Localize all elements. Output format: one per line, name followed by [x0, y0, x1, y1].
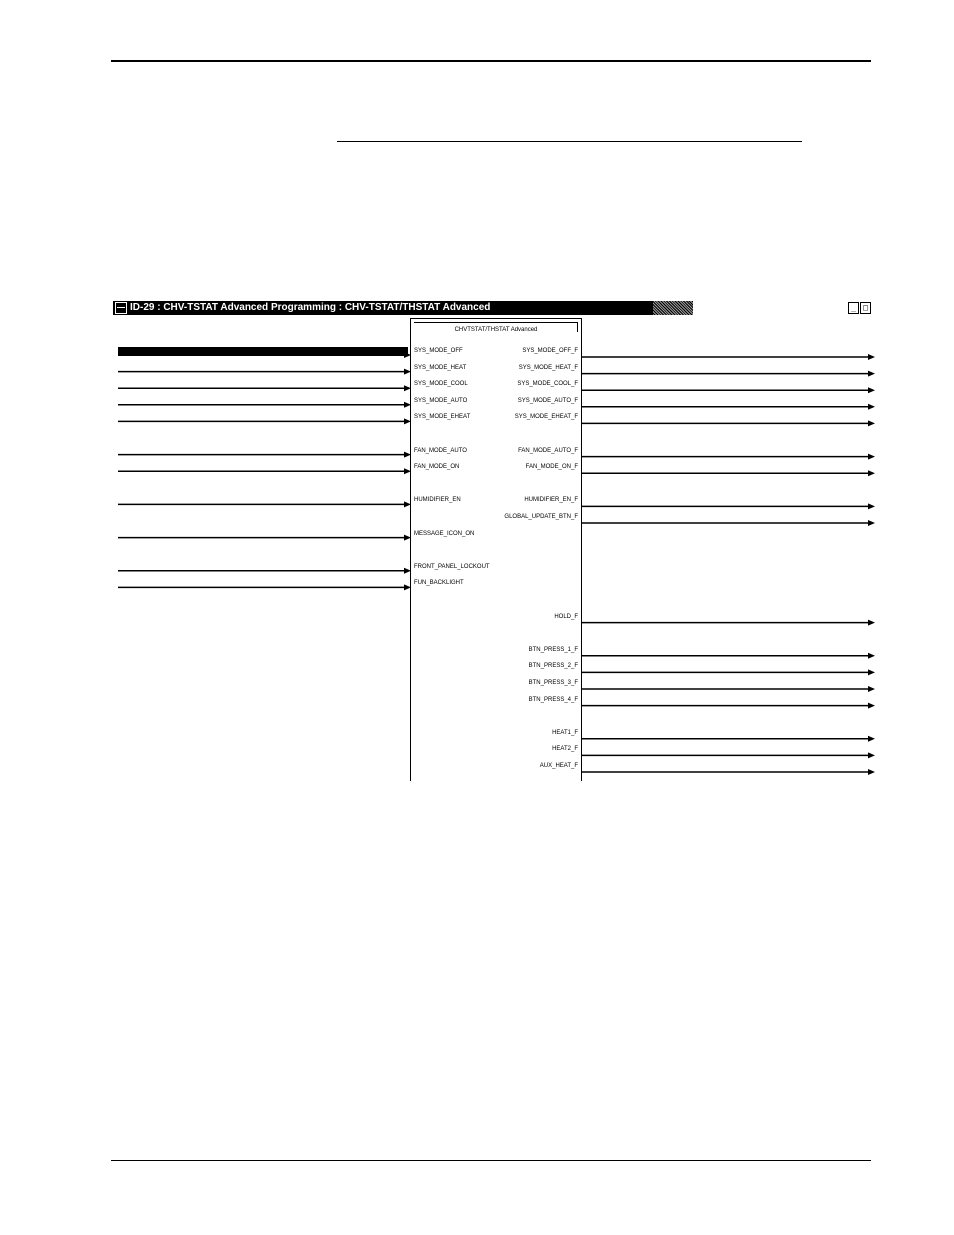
input-port-label: SYS_MODE_COOL	[414, 381, 468, 388]
output-arrow-icon	[868, 752, 875, 758]
output-port-label: GLOBAL_UPDATE_BTN_F	[504, 514, 578, 520]
output-port-label: HUMIDIFIER_EN_F	[524, 497, 578, 504]
input-port-label: FAN_MODE_AUTO	[414, 447, 467, 454]
output-arrow-icon	[868, 686, 875, 692]
output-port-label: HOLD_F	[554, 613, 578, 620]
minimize-button[interactable]: _	[848, 302, 859, 314]
output-arrow-icon	[868, 669, 875, 675]
input-port-label: FAN_MODE_ON	[414, 464, 460, 471]
output-arrow-icon	[868, 387, 875, 393]
input-port-label: FUN_BACKLIGHT	[414, 580, 464, 587]
output-port-label: BTN_PRESS_3_F	[528, 680, 578, 686]
output-arrow-icon	[868, 354, 875, 360]
input-port-label: SYS_MODE_AUTO	[414, 397, 468, 404]
output-port-label: HEAT1_F	[552, 729, 578, 736]
output-port-label: BTN_PRESS_4_F	[528, 696, 578, 703]
maximize-button[interactable]: □	[860, 302, 871, 314]
input-port-label: MESSAGE_ICON_ON	[414, 530, 475, 537]
input-port-label: HUMIDIFIER_EN	[414, 497, 461, 504]
output-port-label: SYS_MODE_COOL_F	[517, 381, 578, 388]
output-arrow-icon	[868, 736, 875, 742]
output-arrow-icon	[868, 404, 875, 410]
output-arrow-icon	[868, 769, 875, 775]
output-port-label: AUX_HEAT_F	[539, 763, 578, 769]
input-port-label: FRONT_PANEL_LOCKOUT	[414, 563, 490, 570]
input-port-label: SYS_MODE_EHEAT	[414, 414, 471, 421]
output-port-label: BTN_PRESS_1_F	[528, 646, 578, 653]
input-wire-selected[interactable]	[118, 347, 408, 356]
logic-symbol-block[interactable]	[410, 318, 582, 781]
output-port-label: SYS_MODE_OFF_F	[522, 348, 578, 354]
output-port-label: BTN_PRESS_2_F	[528, 663, 578, 670]
input-port-label: SYS_MODE_HEAT	[414, 364, 467, 371]
output-arrow-icon	[868, 620, 875, 626]
output-port-label: SYS_MODE_AUTO_F	[517, 397, 578, 404]
output-arrow-icon	[868, 653, 875, 659]
output-arrow-icon	[868, 703, 875, 709]
output-arrow-icon	[868, 371, 875, 377]
block-title: CHVTSTAT/THSTAT Advanced	[454, 327, 538, 333]
output-port-label: FAN_MODE_ON_F	[525, 464, 578, 471]
output-arrow-icon	[868, 420, 875, 426]
output-arrow-icon	[868, 454, 875, 460]
output-port-label: SYS_MODE_HEAT_F	[518, 364, 578, 371]
output-arrow-icon	[868, 470, 875, 476]
output-port-label: FAN_MODE_AUTO_F	[518, 447, 578, 454]
output-arrow-icon	[868, 503, 875, 509]
input-port-label: SYS_MODE_OFF	[414, 348, 463, 354]
output-port-label: SYS_MODE_EHEAT_F	[514, 414, 578, 421]
window-title: ID-29 : CHV-TSTAT Advanced Programming : CHV-TSTAT/THSTAT Advanced	[130, 302, 491, 313]
output-port-label: HEAT2_F	[552, 746, 578, 753]
output-arrow-icon	[868, 520, 875, 526]
block-header-rule	[414, 322, 577, 323]
